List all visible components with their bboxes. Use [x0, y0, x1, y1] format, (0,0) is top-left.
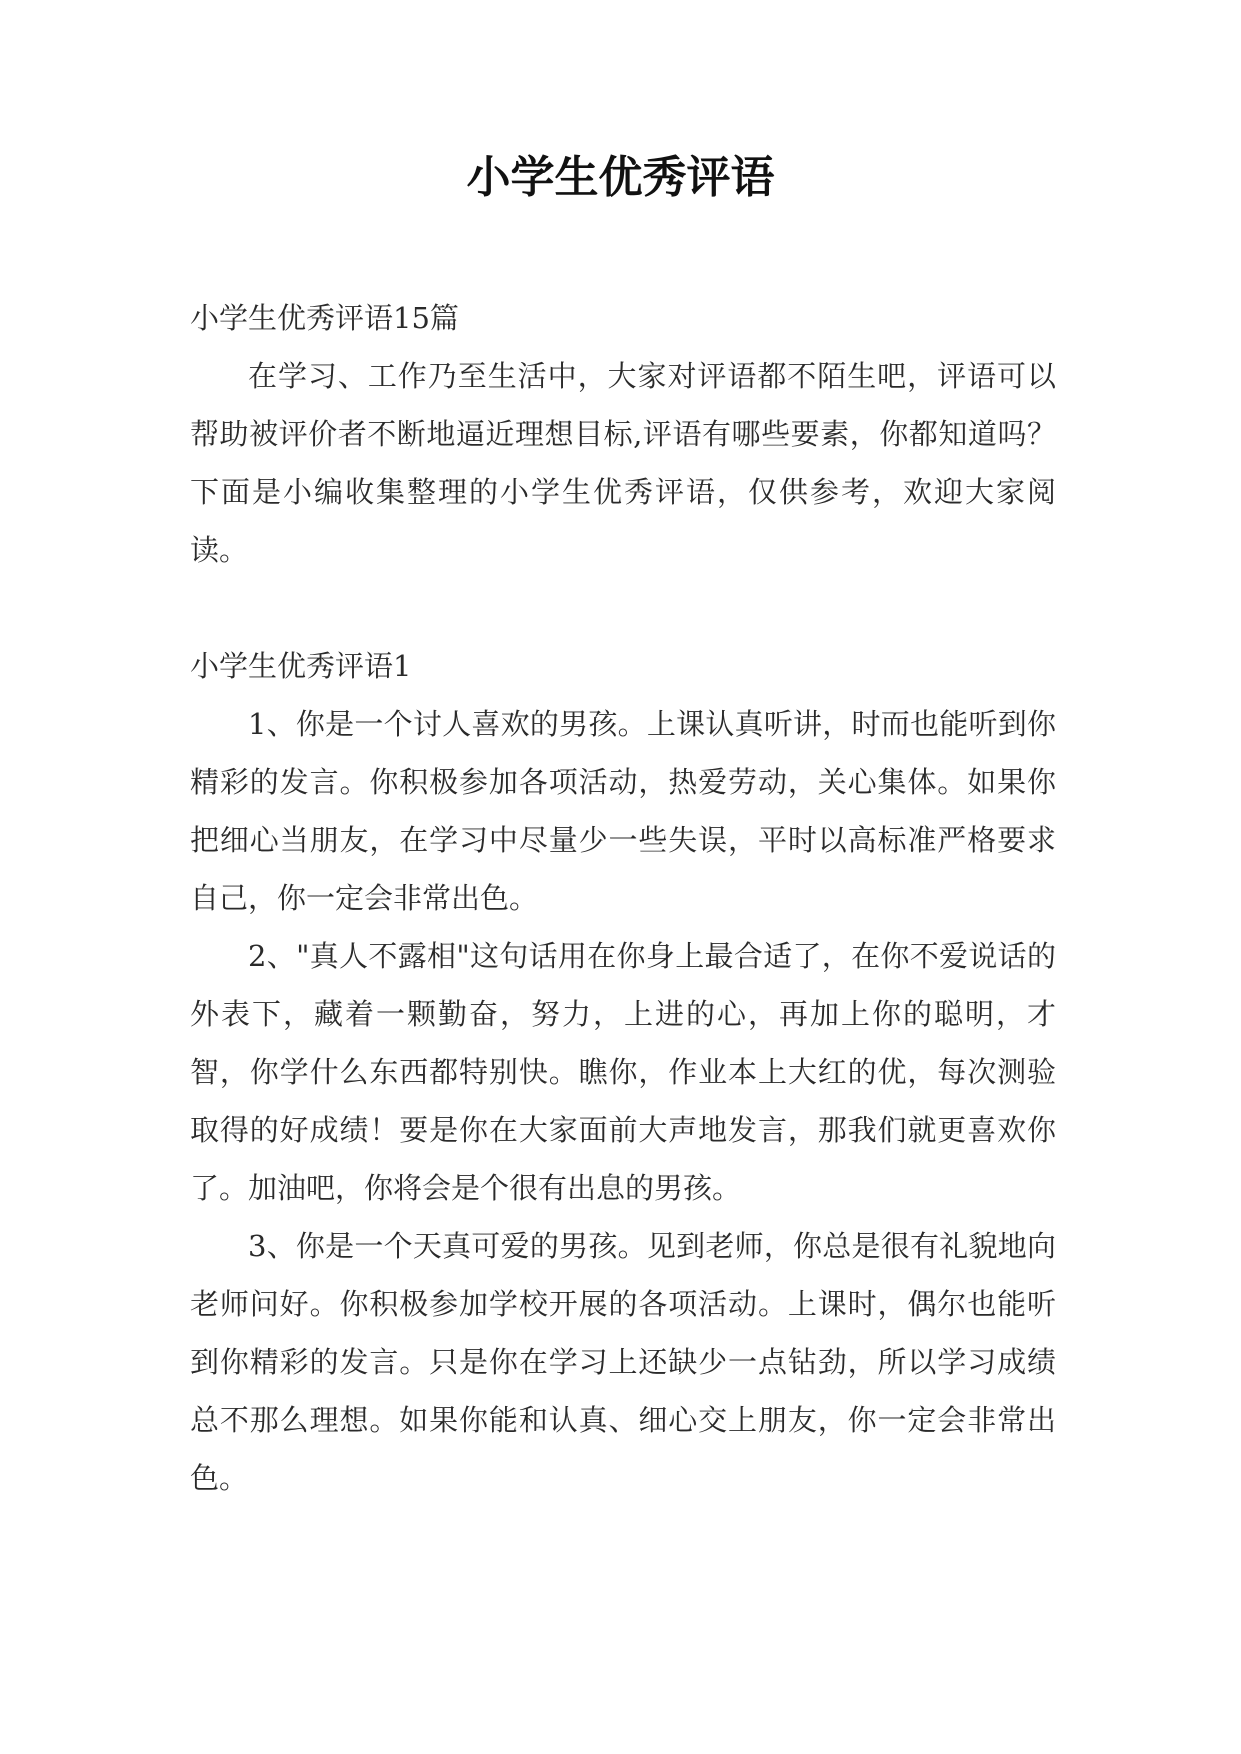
document-body	[190, 289, 1056, 1507]
section-heading: 小学生优秀评语1	[190, 649, 412, 683]
document-title: 小学生优秀评语	[466, 152, 775, 203]
document-subtitle: 小学生优秀评语15篇	[190, 301, 459, 335]
comment-paragraph-3: 3、你是一个天真可爱的男孩。见到老师，你总是很有礼貌地向老师问好。你积极参加学校开展的各项活动。上课时，偶尔也能听到你精彩的发言。只是你在学习上还缺少一点钻劲，所以学习成绩总不那么理想。如果你能和认真、细心交上朋友，你一定会非常出色。	[190, 1229, 1056, 1495]
intro-paragraph: 在学习、工作乃至生活中，大家对评语都不陌生吧，评语可以帮助被评价者不断地逼近理想目标,评语有哪些要素，你都知道吗？下面是小编收集整理的小学生优秀评语，仅供参考，欢迎大家阅读。	[190, 359, 1056, 567]
section-spacer	[190, 579, 1056, 637]
comment-paragraph-2: 2、"真人不露相"这句话用在你身上最合适了，在你不爱说话的外表下，藏着一颗勤奋，努力，上进的心，再加上你的聪明，才智，你学什么东西都特别快。瞧你，作业本上大红的优，每次测验取得的好成绩！要是你在大家面前大声地发言，那我们就更喜欢你了。加油吧，你将会是个很有出息的男孩。	[190, 939, 1056, 1205]
comment-paragraph-1: 1、你是一个讨人喜欢的男孩。上课认真听讲，时而也能听到你精彩的发言。你积极参加各项活动，热爱劳动，关心集体。如果你把细心当朋友，在学习中尽量少一些失误，平时以高标准严格要求自己，你一定会非常出色。	[190, 707, 1056, 915]
